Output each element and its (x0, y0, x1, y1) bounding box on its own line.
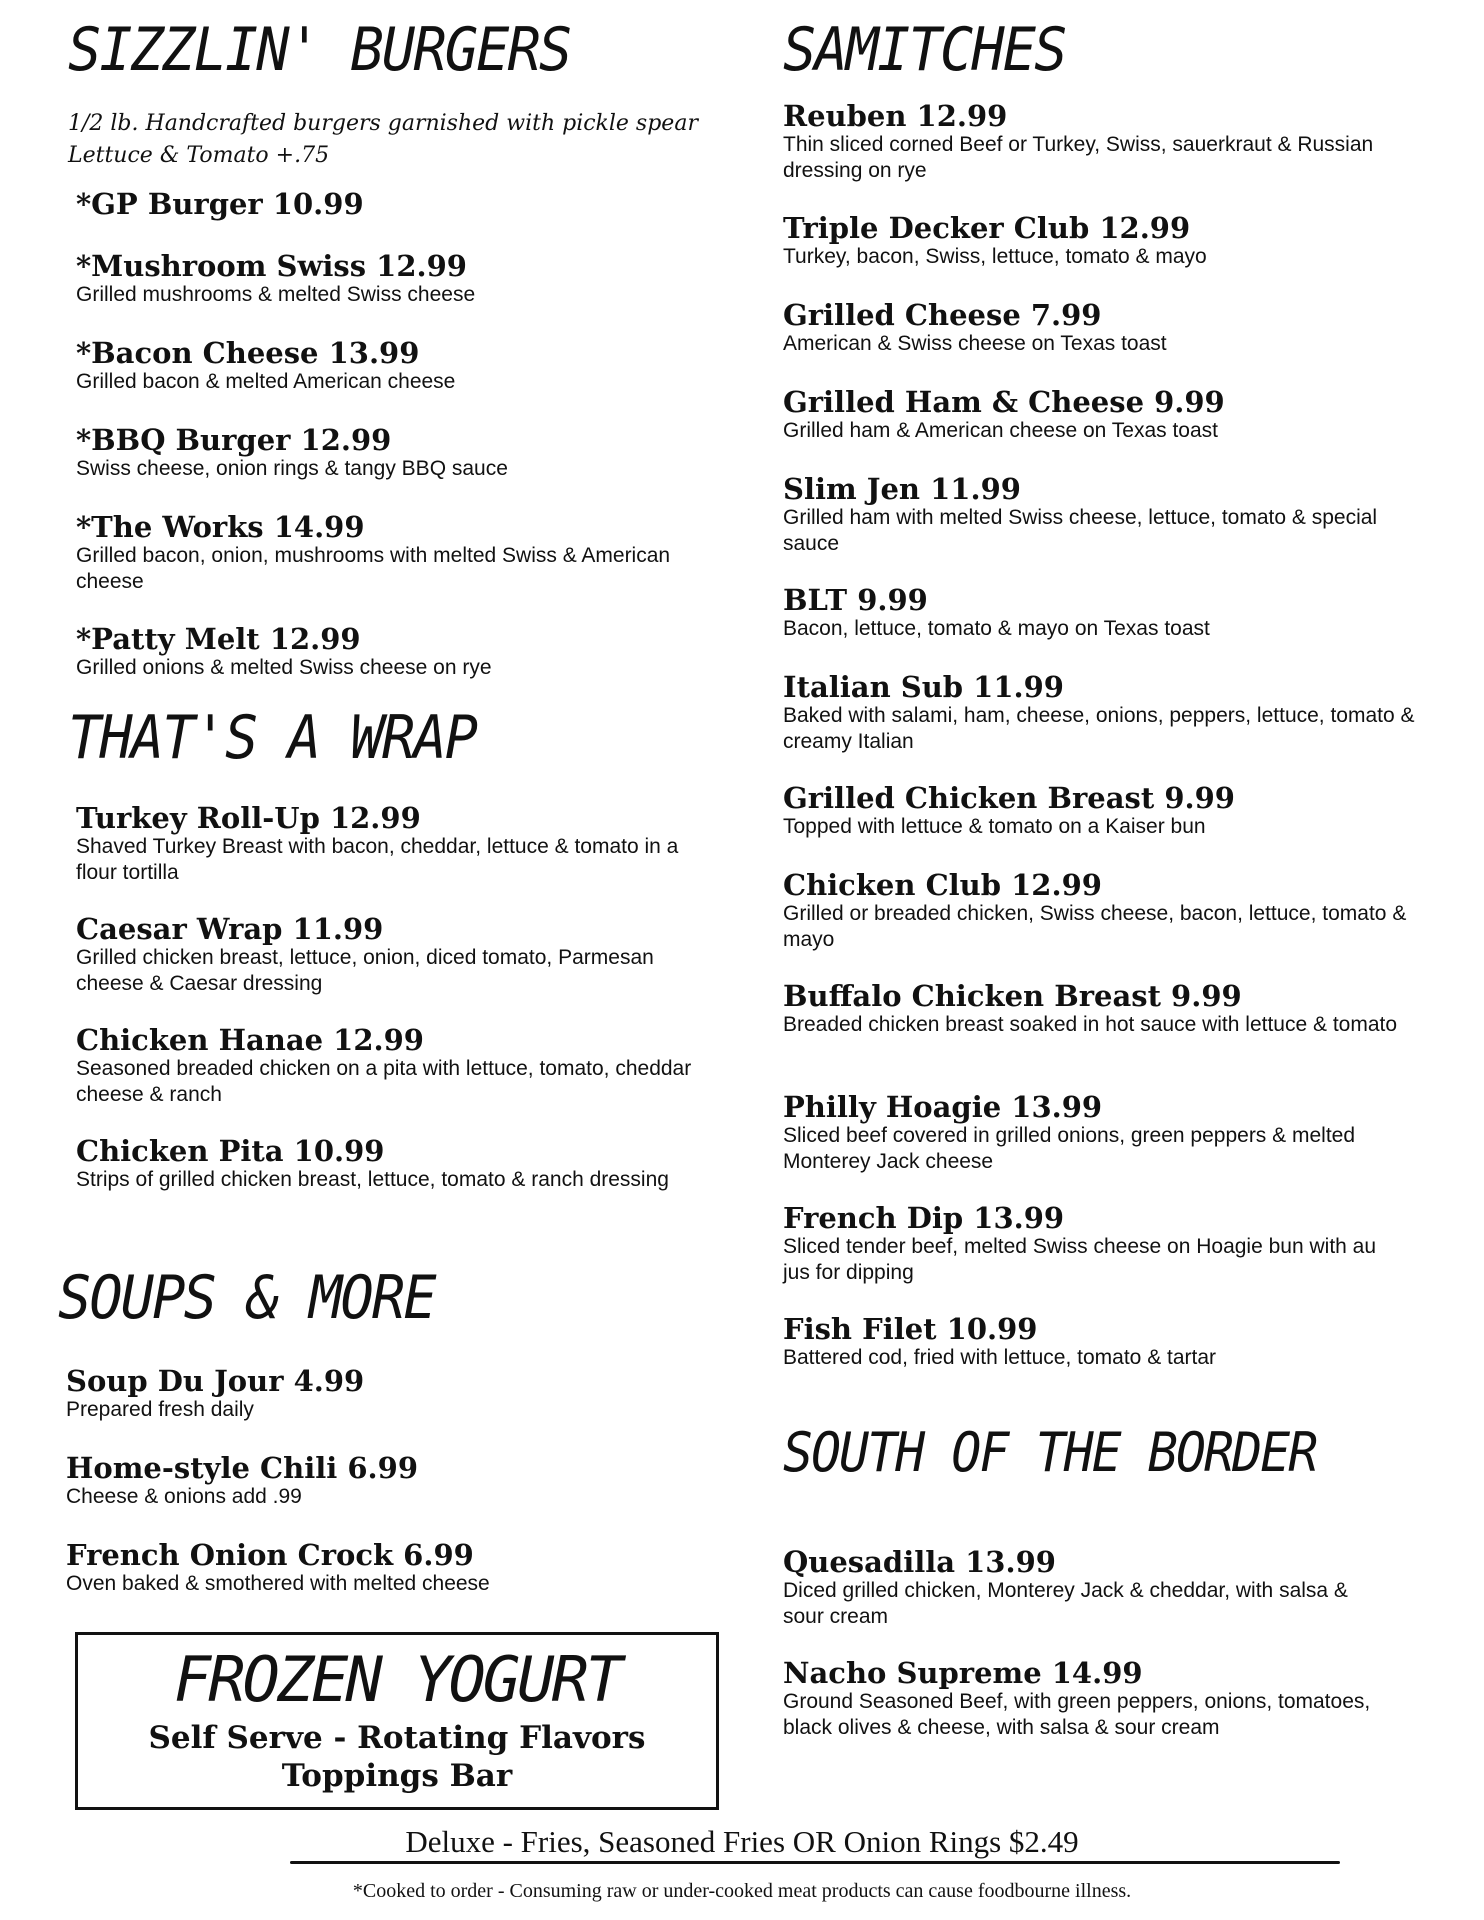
item-desc: Topped with lettuce & tomato on a Kaiser bun (783, 815, 1206, 838)
menu-item (783, 100, 1433, 184)
item-name: Triple Decker Club 12.99 (783, 211, 1191, 245)
item-name: Caesar Wrap 11.99 (76, 912, 384, 946)
item-name: *The Works 14.99 (76, 510, 365, 544)
menu-item (783, 1313, 1433, 1371)
yogurt-title: FROZEN YOGURT (173, 1643, 621, 1716)
menu-item (783, 1546, 1393, 1630)
item-desc: Grilled bacon & melted American cheese (76, 370, 456, 393)
item-desc: Grilled chicken breast, lettuce, onion, diced tomato, Parmesan cheese & Caesar dressing (76, 946, 654, 995)
item-name: Reuben 12.99 (783, 99, 1008, 133)
item-name: Fish Filet 10.99 (783, 1312, 1038, 1346)
item-desc: Prepared fresh daily (66, 1398, 254, 1421)
item-desc: Oven baked & smothered with melted cheese (66, 1572, 490, 1595)
item-desc: Turkey, bacon, Swiss, lettuce, tomato & mayo (783, 245, 1207, 268)
yogurt-line2: Toppings Bar (281, 1758, 513, 1794)
item-desc: Grilled ham & American cheese on Texas toast (783, 419, 1219, 442)
item-desc: Grilled mushrooms & melted Swiss cheese (76, 283, 476, 306)
item-desc: Baked with salami, ham, cheese, onions, peppers, lettuce, tomato & creamy Italian (783, 704, 1415, 753)
item-name: *Patty Melt 12.99 (76, 622, 361, 656)
menu-item (783, 782, 1433, 840)
item-name: Buffalo Chicken Breast 9.99 (783, 979, 1242, 1013)
burgers-intro-line1: 1/2 lb. Handcrafted burgers garnished with pickle spear (68, 111, 698, 136)
menu-item (783, 980, 1433, 1038)
yogurt-line1: Self Serve - Rotating Flavors (148, 1720, 646, 1756)
menu-item (76, 424, 736, 482)
item-name: Nacho Supreme 14.99 (783, 1656, 1143, 1690)
item-name: Turkey Roll-Up 12.99 (76, 801, 421, 835)
item-desc: Grilled ham with melted Swiss cheese, lettuce, tomato & special sauce (783, 506, 1378, 555)
footnote: *Cooked to order - Consuming raw or under-cooked meat products can cause foodbourne illness. (352, 1880, 1132, 1902)
menu-item (783, 1091, 1403, 1175)
menu-item (76, 913, 676, 997)
soups-title: SOUPS & MORE (58, 1263, 435, 1333)
menu-item (783, 671, 1423, 755)
item-name: BLT 9.99 (783, 583, 928, 617)
item-name: Italian Sub 11.99 (783, 670, 1064, 704)
item-name: Grilled Cheese 7.99 (783, 298, 1102, 332)
item-desc: Breaded chicken breast soaked in hot sauce with lettuce & tomato (783, 1013, 1398, 1036)
menu-item (783, 299, 1433, 357)
menu-item (783, 212, 1433, 270)
samitches-title: SAMITCHES (783, 15, 1066, 85)
item-desc: Battered cod, fried with lettuce, tomato & tartar (783, 1346, 1217, 1369)
burgers-intro-line2: Lettuce & Tomato +.75 (68, 143, 330, 168)
menu-item (783, 1202, 1403, 1286)
item-desc: Thin sliced corned Beef or Turkey, Swiss, sauerkraut & Russian dressing on rye (783, 133, 1374, 182)
menu-item (783, 473, 1403, 557)
item-name: *GP Burger 10.99 (76, 187, 364, 221)
item-name: Home-style Chili 6.99 (66, 1451, 418, 1485)
menu-item (76, 511, 676, 595)
item-desc: Grilled bacon, onion, mushrooms with melted Swiss & American cheese (76, 544, 671, 593)
menu-item (76, 1024, 716, 1108)
item-name: *Bacon Cheese 13.99 (76, 336, 420, 370)
burgers-title: SIZZLIN' BURGERS (68, 15, 571, 85)
menu-item (76, 337, 736, 395)
item-desc: Shaved Turkey Breast with bacon, cheddar, lettuce & tomato in a flour tortilla (76, 835, 679, 884)
item-desc: Diced grilled chicken, Monterey Jack & cheddar, with salsa & sour cream (783, 1579, 1348, 1628)
item-desc: Bacon, lettuce, tomato & mayo on Texas toast (783, 617, 1210, 640)
item-desc: Seasoned breaded chicken on a pita with lettuce, tomato, cheddar cheese & ranch (76, 1057, 692, 1106)
divider-line (290, 1861, 1340, 1864)
item-desc: Swiss cheese, onion rings & tangy BBQ sauce (76, 457, 508, 480)
item-desc: Cheese & onions add .99 (66, 1485, 302, 1508)
border-title: SOUTH OF THE BORDER (783, 1421, 1317, 1484)
item-name: *Mushroom Swiss 12.99 (76, 249, 467, 283)
item-desc: Ground Seasoned Beef, with green peppers, onions, tomatoes, black olives & cheese, with salsa & sour cream (783, 1690, 1371, 1739)
menu-item (76, 250, 736, 308)
item-name: Grilled Ham & Cheese 9.99 (783, 385, 1225, 419)
wraps-title: THAT'S A WRAP (68, 703, 477, 773)
item-desc: Sliced tender beef, melted Swiss cheese on Hoagie bun with au jus for dipping (783, 1235, 1377, 1284)
item-desc: American & Swiss cheese on Texas toast (783, 332, 1167, 355)
item-desc: Grilled or breaded chicken, Swiss cheese, bacon, lettuce, tomato & mayo (783, 902, 1407, 951)
item-name: French Onion Crock 6.99 (66, 1538, 474, 1572)
item-name: Chicken Club 12.99 (783, 868, 1102, 902)
item-name: Soup Du Jour 4.99 (66, 1364, 365, 1398)
menu-item (783, 584, 1433, 642)
frozen-yogurt-box (75, 1632, 719, 1810)
item-name: Chicken Pita 10.99 (76, 1134, 385, 1168)
burgers-intro (68, 108, 748, 172)
item-name: *BBQ Burger 12.99 (76, 423, 392, 457)
item-name: French Dip 13.99 (783, 1201, 1065, 1235)
item-name: Chicken Hanae 12.99 (76, 1023, 424, 1057)
menu-item (66, 1365, 726, 1423)
menu-item (783, 386, 1433, 444)
item-desc: Sliced beef covered in grilled onions, green peppers & melted Monterey Jack cheese (783, 1124, 1356, 1173)
item-desc: Grilled onions & melted Swiss cheese on rye (76, 656, 492, 679)
menu-item (76, 802, 686, 886)
menu-item (783, 869, 1413, 953)
menu-item (66, 1539, 726, 1597)
menu-item (76, 188, 736, 220)
item-name: Slim Jen 11.99 (783, 472, 1021, 506)
item-desc: Strips of grilled chicken breast, lettuce, tomato & ranch dressing (76, 1168, 669, 1191)
menu-item (76, 1135, 676, 1193)
menu-item (66, 1452, 726, 1510)
menu-item (783, 1657, 1373, 1741)
item-name: Philly Hoagie 13.99 (783, 1090, 1103, 1124)
menu-item (76, 623, 736, 681)
deluxe-sides-line: Deluxe - Fries, Seasoned Fries OR Onion Rings $2.49 (405, 1824, 1079, 1859)
item-name: Grilled Chicken Breast 9.99 (783, 781, 1235, 815)
item-name: Quesadilla 13.99 (783, 1545, 1056, 1579)
